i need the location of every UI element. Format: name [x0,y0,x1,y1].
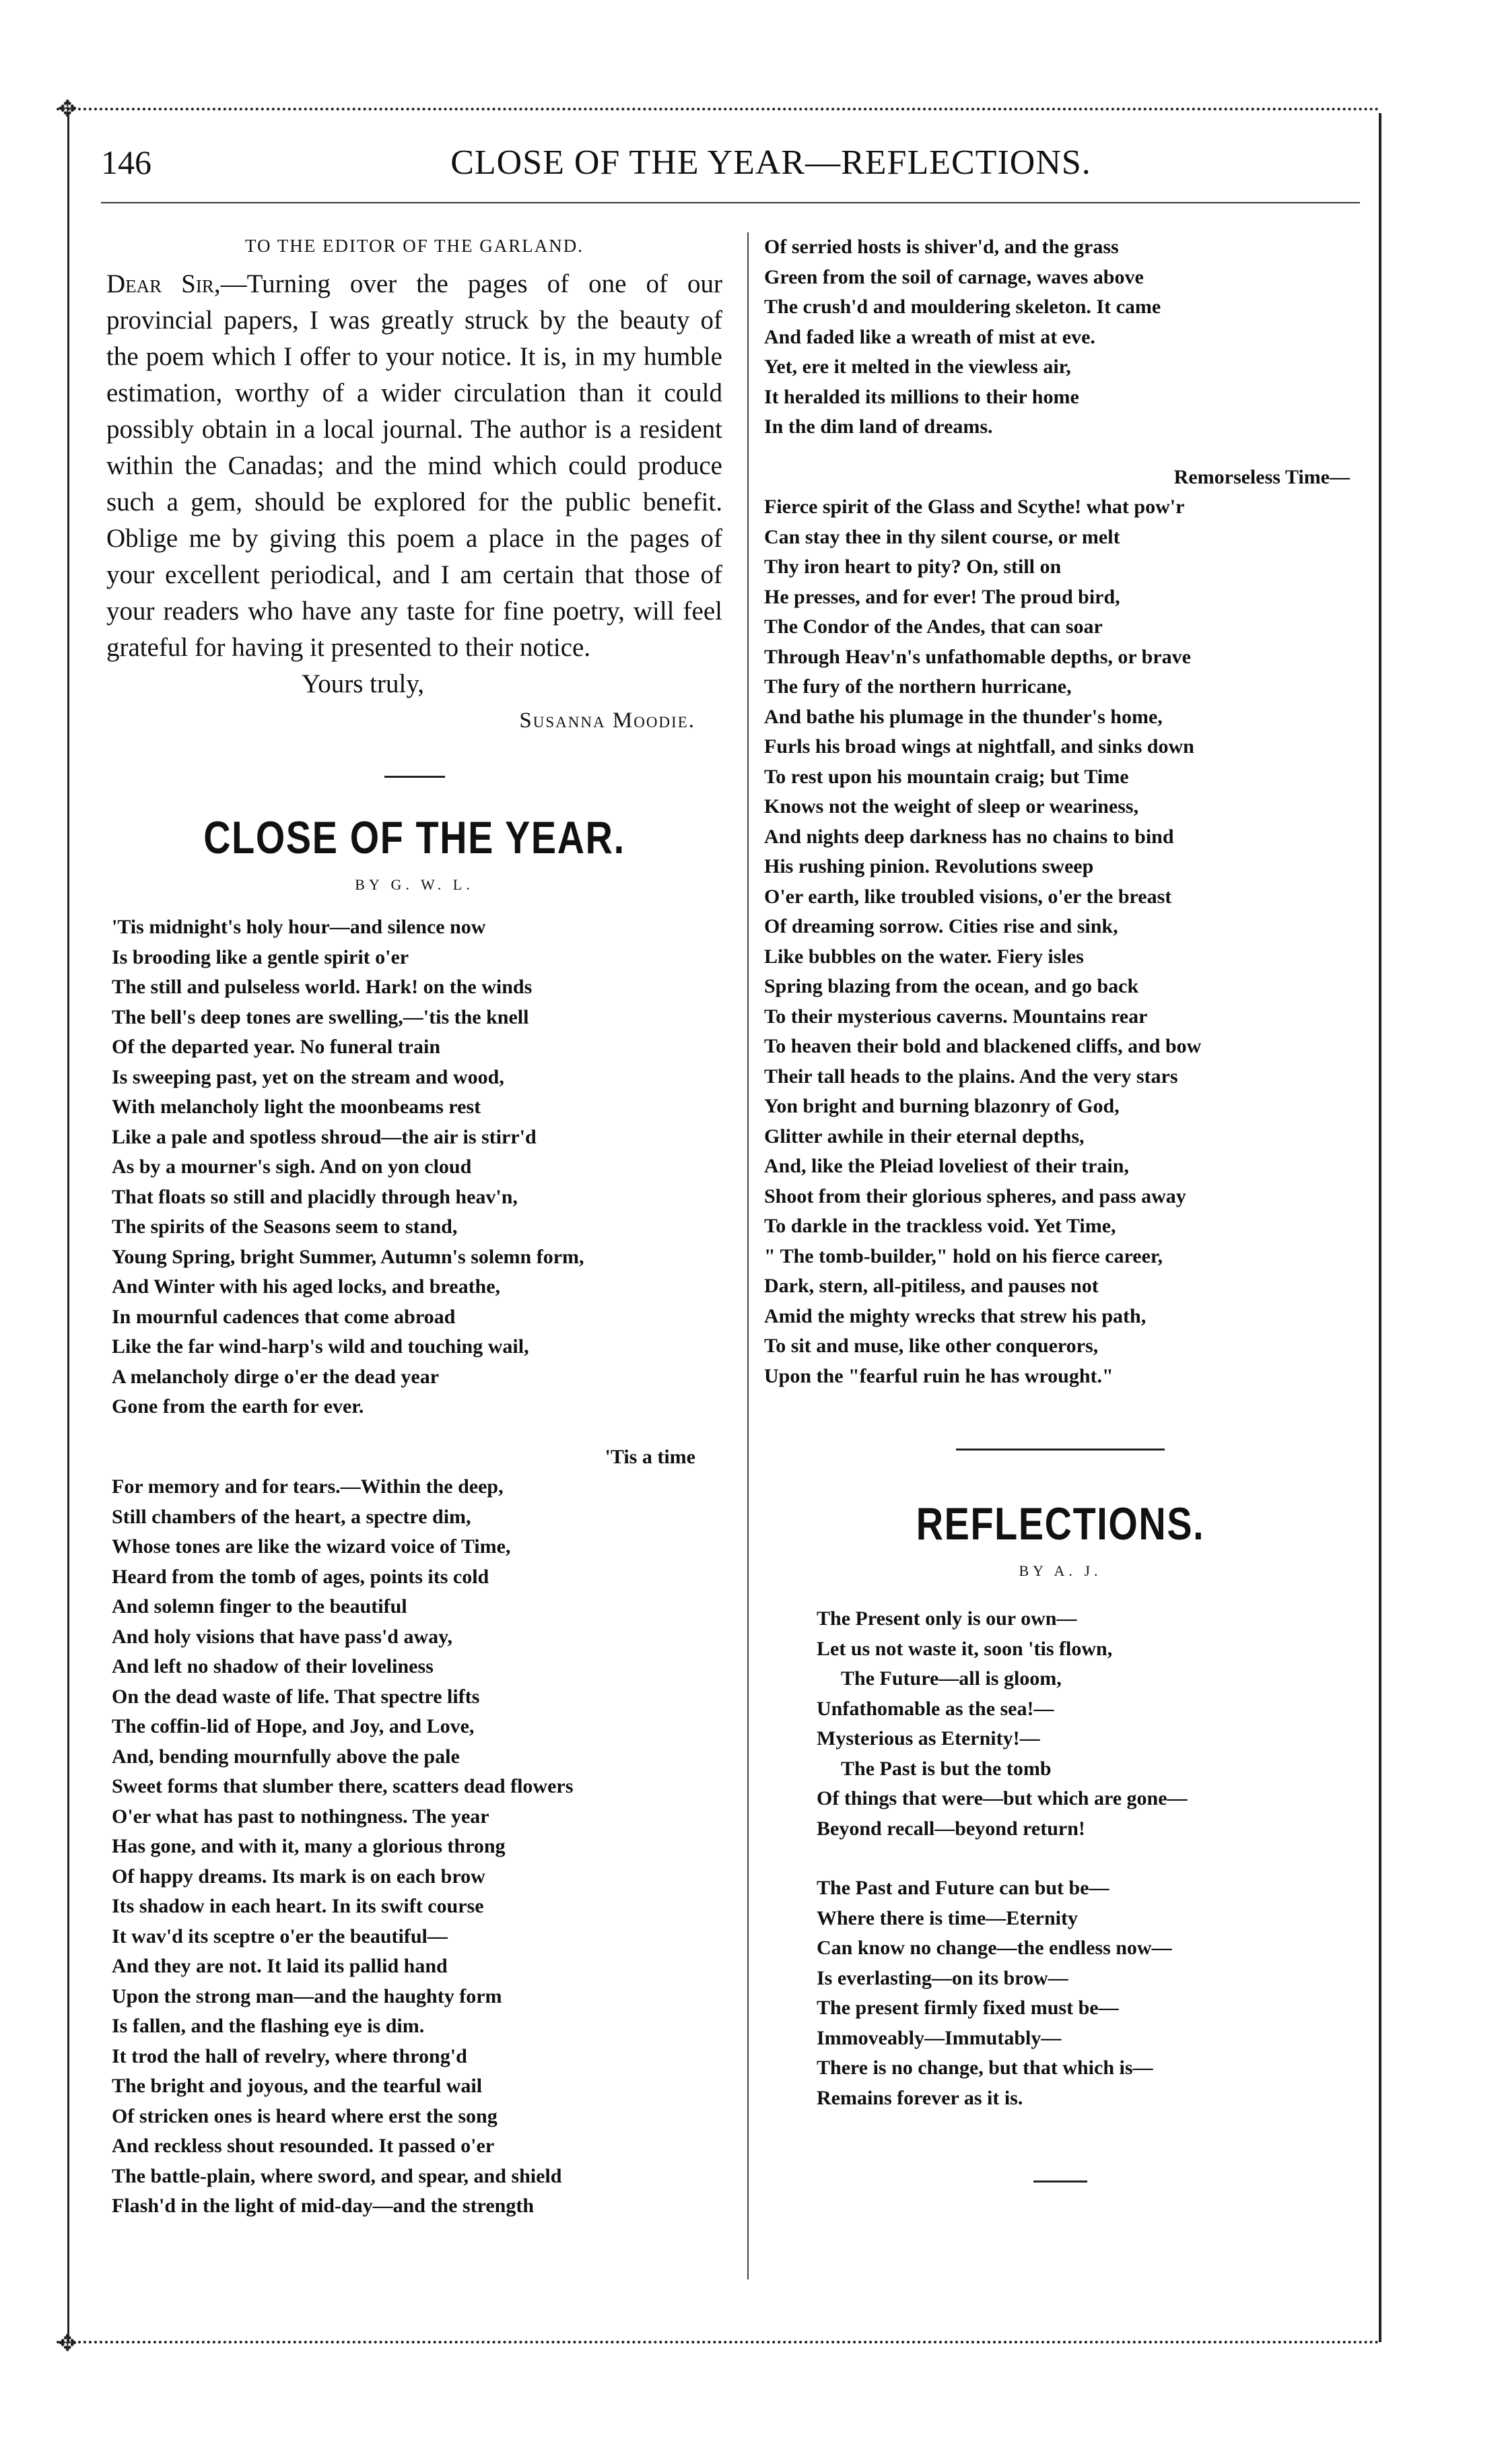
poem-line: It wav'd its sceptre o'er the beautiful— [112,1925,448,1947]
poem-line: Is sweeping past, yet on the stream and wood, [112,1065,504,1088]
poem-line: Like the far wind-harp's wild and touching wail, [112,1335,529,1358]
poem-stanza [106,912,722,1422]
poem-line: Amid the mighty wrecks that strew his path, [764,1304,1147,1327]
poem-line: Has gone, and with it, many a glorious throng [112,1835,506,1857]
poem-stanza [764,1604,1357,1844]
poem-line: Knows not the weight of sleep or weariness, [764,795,1139,818]
poem-line: Flash'd in the light of mid-day—and the strength [112,2195,535,2217]
poem-line: Unfathomable as the sea!— [817,1697,1054,1720]
section-rule [384,776,445,778]
letter-signature: Susanna Moodie. [519,708,695,733]
poem-line: Can stay thee in thy silent course, or melt [764,525,1120,548]
poem-line: And Winter with his aged locks, and breathe, [112,1275,501,1298]
poem-line: The coffin-lid of Hope, and Joy, and Love, [112,1715,475,1737]
poem-line: Shoot from their glorious spheres, and pass away [764,1185,1186,1207]
poem-line: The Present only is our own— [817,1607,1077,1630]
section-rule [956,1449,1165,1451]
poem-line: O'er earth, like troubled visions, o'er the breast [764,885,1172,908]
poem-line: Of serried hosts is shiver'd, and the grass [764,236,1119,258]
poem-line: Yon bright and burning blazonry of God, [764,1095,1120,1117]
poem-line: Gone from the earth for ever. [112,1395,364,1418]
poem-line: Upon the strong man—and the haughty form [112,1985,502,2007]
poem-line: And faded like a wreath of mist at eve. [764,325,1095,348]
poem-line: The crush'd and mouldering skeleton. It came [764,296,1161,318]
poem-line: Is fallen, and the flashing eye is dim. [112,2015,425,2037]
poem-line: Is everlasting—on its brow— [817,1966,1068,1989]
poem-line: On the dead waste of life. That spectre lifts [112,1685,480,1708]
poem-line: The spirits of the Seasons seem to stand, [112,1216,458,1238]
poem-line: Dark, stern, all-pitiless, and pauses not [764,1275,1099,1297]
poem-line: The Past is but the tomb [841,1757,1052,1780]
poem-line: And solemn finger to the beautiful [112,1595,407,1618]
poem-line: Whose tones are like the wizard voice of Time, [112,1535,511,1558]
left-column [106,236,722,2222]
letter-body [106,266,722,666]
poem-line: Yet, ere it melted in the viewless air, [764,356,1071,378]
poem-line: Spring blazing from the ocean, and go back [764,975,1139,997]
poem-line: Still chambers of the heart, a spectre dim, [112,1505,471,1528]
poem-line: He presses, and for ever! The proud bird, [764,585,1120,608]
poem-line: Their tall heads to the plains. And the very stars [764,1065,1178,1088]
poem-line: Its shadow in each heart. In its swift course [112,1895,484,1917]
header-rule [101,202,1360,203]
poem-line: Sweet forms that slumber there, scatters dead flowers [112,1775,574,1797]
poem-line: O'er what has past to nothingness. The year [112,1805,489,1828]
poem-line: In mournful cadences that come abroad [112,1305,456,1328]
poem-line: And, bending mournfully above the pale [112,1745,460,1768]
page-border-top [57,108,1379,110]
poem-line: Furls his broad wings at nightfall, and sinks down [764,735,1194,758]
poem-continuation [764,232,1357,442]
poem-line: That floats so still and placidly through heav'n, [112,1185,518,1208]
corner-ornament-icon: ✥ [58,2331,77,2356]
poem-line: Glitter awhile in their eternal depths, [764,1125,1085,1147]
page-number: 146 [101,143,151,181]
poem-line: " The tomb-builder," hold on his fierce career, [764,1244,1163,1267]
poem-line: There is no change, but that which is— [817,2057,1153,2079]
poem-line: Upon the "fearful ruin he has wrought." [764,1364,1114,1387]
poem-line: As by a mourner's sigh. And on yon cloud [112,1156,472,1178]
poem-line: It heralded its millions to their home [764,385,1079,408]
poem-byline: BY G. W. L. [355,876,474,893]
poem-title: CLOSE OF THE YEAR. [203,812,625,863]
poem-line: And they are not. It laid its pallid hand [112,1955,448,1977]
poem-line: 'Tis a time [605,1445,695,1468]
poem-line: The fury of the northern hurricane, [764,675,1072,698]
page-header [101,143,1360,190]
poem-line: 'Tis midnight's holy hour—and silence now [112,916,486,938]
poem-line: Immoveably—Immutably— [817,2026,1062,2049]
corner-ornament-icon: ✥ [58,97,77,122]
poem-line: Fierce spirit of the Glass and Scythe! what pow'r [764,496,1185,518]
poem-line: The bell's deep tones are swelling,—'tis the knell [112,1005,529,1028]
poem-line: His rushing pinion. Revolutions sweep [764,855,1094,877]
letter-closing: Yours truly, [302,669,425,698]
poem-line: Can know no change—the endless now— [817,1937,1172,1959]
stanza-gap [764,442,1357,463]
stanza-gap [106,1422,722,1442]
poem-line: For memory and for tears.—Within the deep, [112,1475,504,1498]
poem-line: The bright and joyous, and the tearful wail [112,2075,483,2097]
poem-line: To rest upon his mountain craig; but Time [764,765,1129,788]
poem-line: It trod the hall of revelry, where throng'd [112,2044,467,2067]
poem-line: And holy visions that have pass'd away, [112,1625,452,1648]
poem-line: And, like the Pleiad loveliest of their train, [764,1155,1129,1177]
poem-line: To sit and muse, like other conquerors, [764,1335,1099,1357]
letter-text: —Turning over the pages of one of our provincial papers, I was greatly struck by the beauty of the poem which I offer to your notice. It is, in my humble estimation, worthy of a wider circulation than it could possibly obtain in a local journal. The author is a resident within the Canadas; and the mind which could produce such a gem, should be explored for the public benefit. Oblige me by giving this poem a place in the pages of your excellent periodical, and I am certain that those of your readers who have any taste for fine poetry, will feel grateful for having it presented to their notice. [106,269,722,662]
poem-line: The Condor of the Andes, that can soar [764,615,1103,638]
poem-line: Beyond recall—beyond return! [817,1817,1085,1840]
poem-line: Of stricken ones is heard where erst the song [112,2104,498,2127]
poem-line: To heaven their bold and blackened cliffs, and bow [764,1035,1202,1057]
poem-line: Of dreaming sorrow. Cities rise and sink, [764,915,1118,937]
letter-heading: TO THE EDITOR OF THE GARLAND. [245,236,584,256]
page-border-bottom [57,2341,1379,2343]
running-title: CLOSE OF THE YEAR—REFLECTIONS. [450,143,1091,182]
poem-line: Young Spring, bright Summer, Autumn's solemn form, [112,1245,584,1268]
poem-line: To their mysterious caverns. Mountains rear [764,1005,1148,1028]
poem-line: And left no shadow of their loveliness [112,1655,434,1677]
poem-line: To darkle in the trackless void. Yet Time, [764,1215,1116,1237]
poem-line: The battle-plain, where sword, and spear, and shield [112,2164,562,2187]
poem-line: Of the departed year. No funeral train [112,1036,440,1058]
poem-line: The present firmly fixed must be— [817,1997,1119,2019]
poem-stanza [106,1442,722,2222]
letter-salutation: Dear Sir, [106,269,221,298]
poem-stanza [764,463,1357,1392]
poem-line: Where there is time—Eternity [817,1906,1078,1929]
poem-line: Of things that were—but which are gone— [817,1787,1188,1809]
poem-line: Is brooding like a gentle spirit o'er [112,945,409,968]
poem-title: REFLECTIONS. [916,1498,1205,1550]
poem-line: The Future—all is gloom, [841,1667,1062,1690]
column-divider [747,232,749,2279]
poem-line: Like a pale and spotless shroud—the air is stirr'd [112,1125,537,1148]
poem-line: And reckless shout resounded. It passed o'er [112,2135,495,2157]
right-column [764,232,1357,2183]
poem-line: Remorseless Time— [1173,465,1350,488]
poem-line: The Past and Future can but be— [817,1877,1109,1899]
poem-stanza [764,1873,1357,2113]
poem-line: Heard from the tomb of ages, points its cold [112,1565,489,1588]
poem-line: Green from the soil of carnage, waves above [764,265,1144,288]
poem-line: In the dim land of dreams. [764,415,993,438]
poem-line: A melancholy dirge o'er the dead year [112,1365,440,1388]
poem-line: And bathe his plumage in the thunder's home, [764,705,1163,728]
poem-line: Like bubbles on the water. Fiery isles [764,945,1084,968]
stanza-gap [764,1844,1357,1873]
poem-line: And nights deep darkness has no chains to bind [764,825,1174,848]
poem-line: Through Heav'n's unfathomable depths, or brave [764,645,1191,668]
poem-line: Let us not waste it, soon 'tis flown, [817,1637,1113,1660]
poem-line: The still and pulseless world. Hark! on the winds [112,976,533,998]
poem-byline: BY A. J. [1019,1562,1102,1579]
poem-line: Of happy dreams. Its mark is on each brow [112,1865,485,1888]
poem-line: Remains forever as it is. [817,2086,1023,2109]
poem-line: Mysterious as Eternity!— [817,1727,1040,1750]
end-rule [1033,2180,1087,2183]
poem-line: Thy iron heart to pity? On, still on [764,556,1062,578]
poem-line: With melancholy light the moonbeams rest [112,1096,481,1118]
